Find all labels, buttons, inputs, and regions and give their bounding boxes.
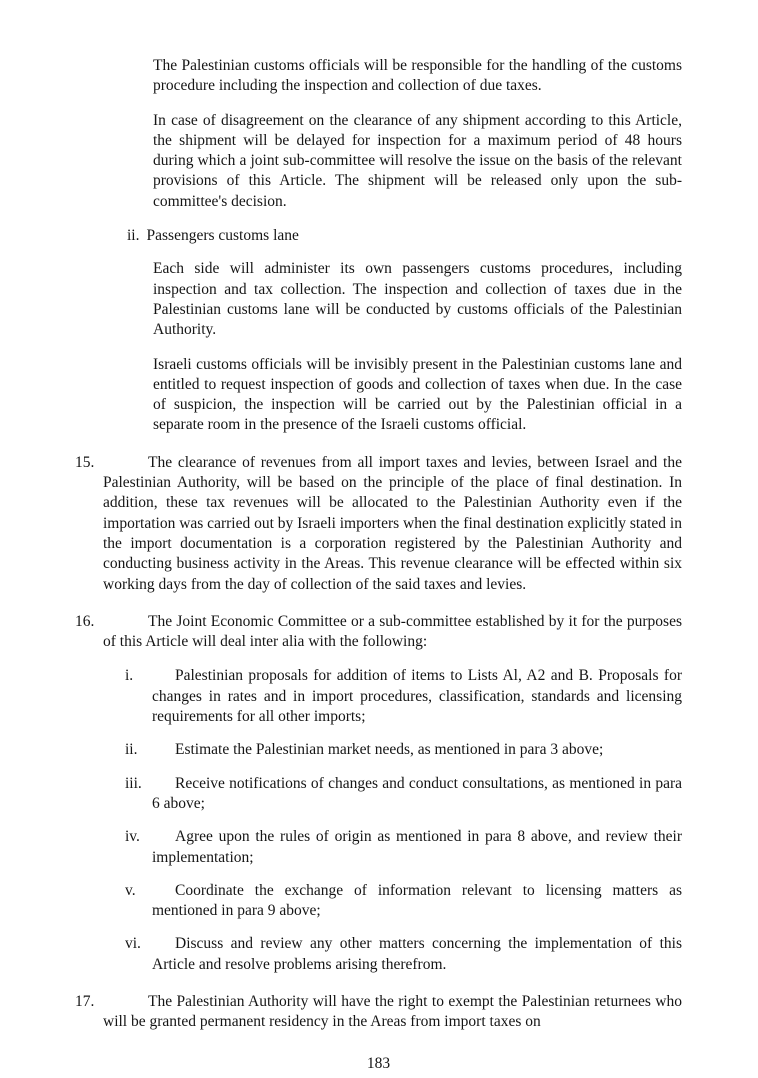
- list-item-marker: iv.: [125, 828, 140, 846]
- list-item-ii: [125, 740, 682, 760]
- sub-item-heading-passengers: [127, 226, 682, 246]
- list-item-marker: v.: [125, 881, 136, 899]
- list-item-text: Palestinian proposals for addition of items to Lists Al, A2 and B. Proposals for changes in rates and in import procedures, classification, standards and licensing requirements for all other imports;: [152, 667, 682, 726]
- numbered-item-17: [75, 992, 682, 1033]
- item-text: The Palestinian Authority will have the right to exempt the Palestinian returnees who will be granted permanent residency in the Areas from import taxes on: [103, 992, 682, 1031]
- list-item-marker: ii.: [127, 227, 140, 245]
- list-item-text: Coordinate the exchange of information relevant to licensing matters as mentioned in para 9 above;: [152, 881, 682, 920]
- item-text: The clearance of revenues from all import taxes and levies, between Israel and the Palestinian Authority, will be based on the principle of the place of final destination. In addition, these tax revenues will be allocated to the Palestinian Authority even if the importation was carried out by Israeli importers when the final destination explicitly stated in the import documentation is a corporation registered by the Palestinian Authority and conducting business activity in the Areas. This revenue clearance will be effected within six working days from the day of collection of the said taxes and levies.: [103, 453, 682, 593]
- list-item-marker: ii.: [125, 741, 138, 759]
- list-item-marker: i.: [125, 667, 134, 685]
- list-item-v: [125, 881, 682, 922]
- item-number: 17.: [75, 992, 95, 1010]
- list-item-vi: [125, 934, 682, 975]
- list-item-iv: [125, 827, 682, 868]
- list-item-marker: vi.: [125, 935, 141, 953]
- list-item-marker: iii.: [125, 774, 142, 792]
- list-item-text: Receive notifications of changes and conduct consultations, as mentioned in para 6 above;: [152, 774, 682, 812]
- list-item-iii: [125, 774, 682, 815]
- list-item-i: [125, 666, 682, 727]
- numbered-item-16: [75, 612, 682, 653]
- item-number: 16.: [75, 612, 95, 630]
- paragraph-customs-officials: The Palestinian customs officials will be responsible for the handling of the customs procedure including the inspection and collection of due taxes.: [153, 57, 682, 95]
- item-number: 15.: [75, 453, 95, 471]
- list-item-text: Agree upon the rules of origin as mentioned in para 8 above, and review their implementation;: [152, 828, 682, 866]
- page-number: 183: [366, 1054, 391, 1072]
- numbered-item-15: [75, 453, 682, 595]
- item-text: The Joint Economic Committee or a sub-committee established by it for the purposes of this Article will deal inter alia with the following:: [103, 612, 682, 651]
- list-item-text: Discuss and review any other matters concerning the implementation of this Article and resolve problems arising therefrom.: [152, 935, 682, 973]
- paragraph-each-side: Each side will administer its own passengers customs procedures, including inspection and tax collection. The inspection and collection of taxes due in the Palestinian customs lane will be conducted by customs officials of the Palestinian Authority.: [153, 260, 682, 339]
- paragraph-disagreement: In case of disagreement on the clearance of any shipment according to this Article, the shipment will be delayed for inspection for a maximum period of 48 hours during which a joint sub-committee will resolve the issue on the basis of the relevant provisions of this Article. The shipment will be released only upon the sub-committee's decision.: [153, 111, 682, 210]
- list-item-text: Estimate the Palestinian market needs, as mentioned in para 3 above;: [175, 741, 604, 759]
- sub-item-title: Passengers customs lane: [146, 227, 299, 245]
- paragraph-israeli-officials: Israeli customs officials will be invisibly present in the Palestinian customs lane and entitled to request inspection of goods and collection of taxes when due. In the case of suspicion, the inspection will be carried out by the Palestinian official in a separate room in the presence of the Israeli customs official.: [153, 355, 682, 434]
